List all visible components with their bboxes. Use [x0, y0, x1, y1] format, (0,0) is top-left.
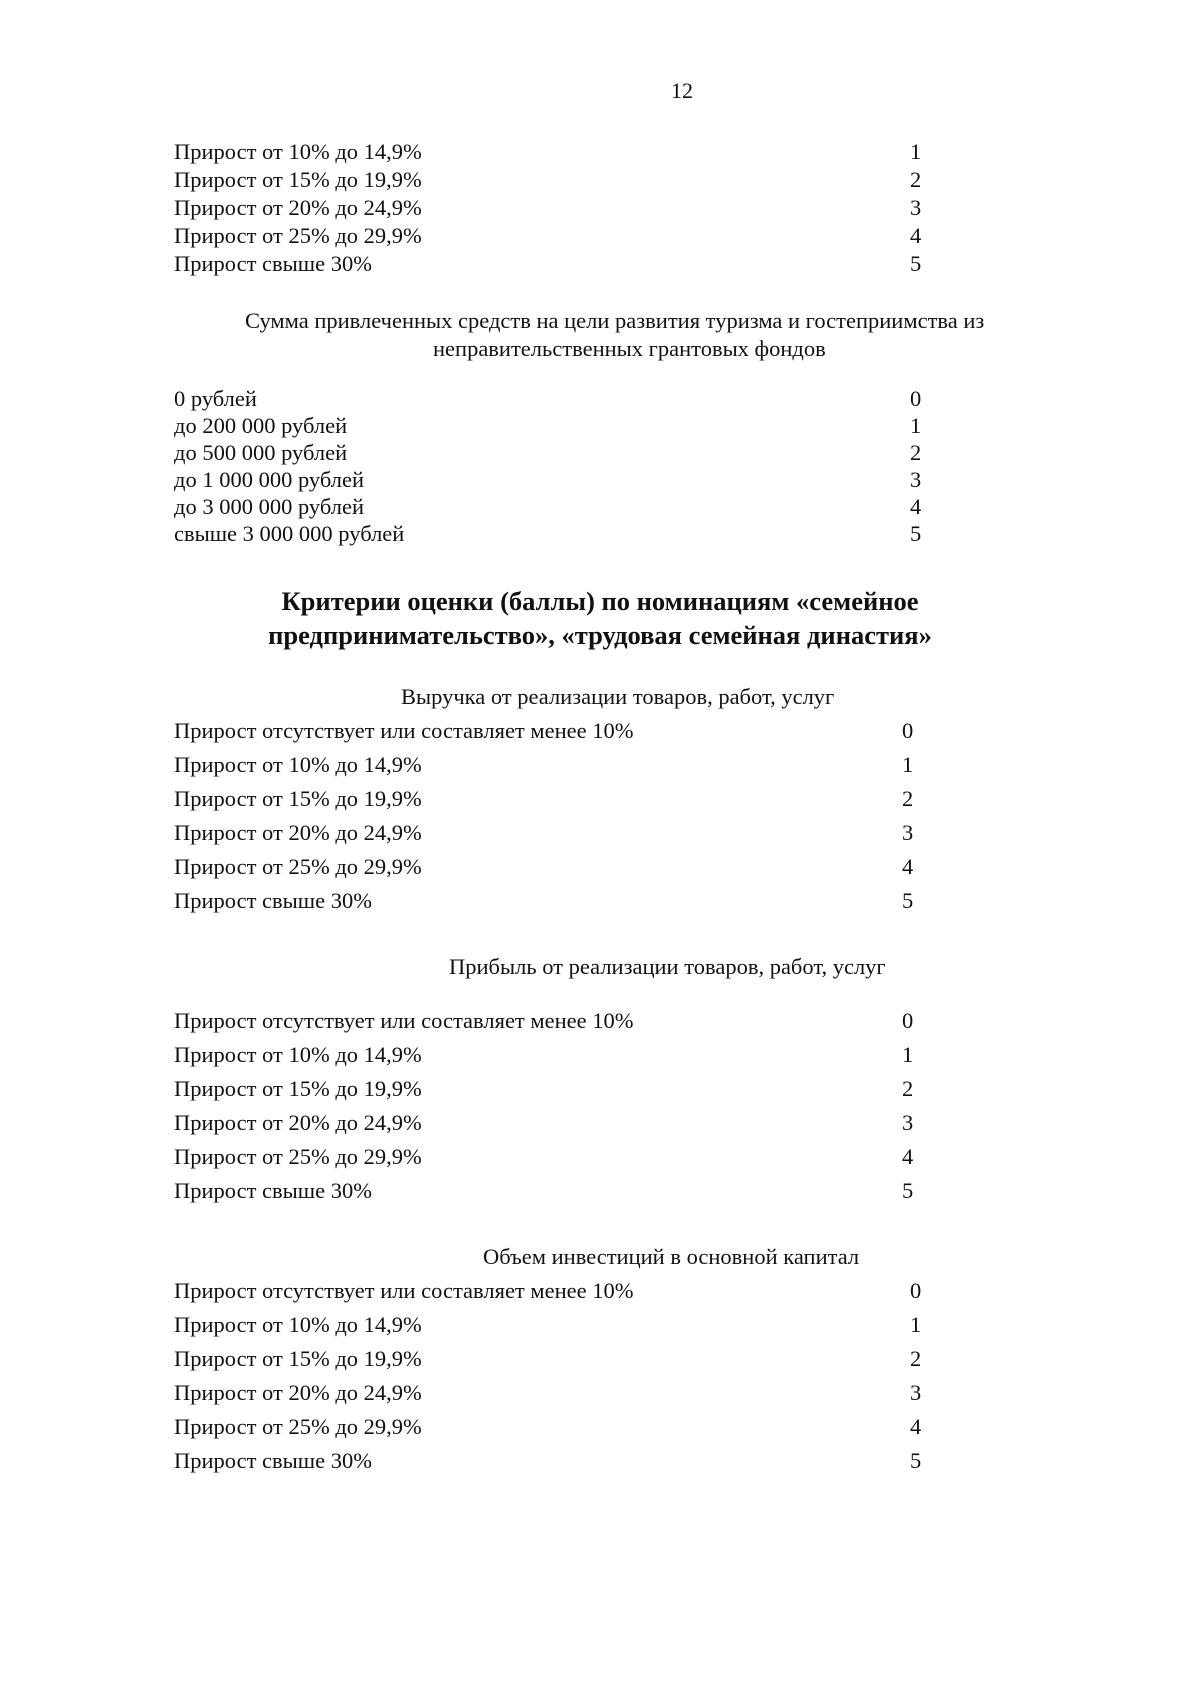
- row-score: 2: [902, 786, 914, 811]
- table-row: [0, 412, 1200, 440]
- row-label: Прирост свыше 30%: [174, 1178, 372, 1203]
- row-score: 3: [910, 195, 922, 220]
- table-row: [0, 1143, 1200, 1171]
- row-label: Прирост от 20% до 24,9%: [174, 1110, 422, 1135]
- table-row: [0, 439, 1200, 467]
- table-row: [0, 1177, 1200, 1205]
- row-score: 5: [910, 251, 922, 276]
- row-score: 0: [910, 386, 922, 411]
- row-score: 5: [910, 1448, 922, 1473]
- row-score: 1: [910, 413, 922, 438]
- row-score: 3: [910, 1380, 922, 1405]
- table-row: [0, 751, 1200, 779]
- row-score: 2: [910, 440, 922, 465]
- section-title: Объем инвестиций в основной капитал: [483, 1244, 860, 1269]
- row-label: Прирост от 15% до 19,9%: [174, 1076, 422, 1101]
- row-label: Прирост отсутствует или составляет менее 10%: [174, 1278, 634, 1303]
- table-row: [0, 853, 1200, 881]
- table-row: [0, 785, 1200, 813]
- row-score: 4: [902, 854, 914, 879]
- row-score: 0: [902, 718, 914, 743]
- row-score: 4: [910, 1414, 922, 1439]
- row-label: до 500 000 рублей: [174, 440, 348, 465]
- table-row: [0, 1007, 1200, 1035]
- row-label: Прирост от 20% до 24,9%: [174, 1380, 422, 1405]
- row-score: 0: [910, 1278, 922, 1303]
- table-row: [0, 385, 1200, 413]
- row-label: Прирост свыше 30%: [174, 251, 372, 276]
- table-row: [0, 717, 1200, 745]
- row-score: 1: [902, 1042, 914, 1067]
- row-label: Прирост от 25% до 29,9%: [174, 1414, 422, 1439]
- row-score: 3: [902, 1110, 914, 1135]
- section-title: Выручка от реализации товаров, работ, услуг: [401, 684, 835, 709]
- table-row: [0, 166, 1200, 194]
- row-label: Прирост от 25% до 29,9%: [174, 223, 422, 248]
- row-score: 5: [902, 888, 914, 913]
- table-row: [0, 520, 1200, 548]
- table-row: [0, 887, 1200, 915]
- table-row: [0, 1041, 1200, 1069]
- table-row: [0, 466, 1200, 494]
- table-row: [0, 1345, 1200, 1373]
- row-label: 0 рублей: [174, 386, 257, 411]
- table-row: [0, 1447, 1200, 1475]
- row-label: свыше 3 000 000 рублей: [174, 521, 405, 546]
- row-label: до 3 000 000 рублей: [174, 494, 364, 519]
- row-score: 5: [902, 1178, 914, 1203]
- table-row: [0, 1109, 1200, 1137]
- row-label: Прирост от 25% до 29,9%: [174, 1144, 422, 1169]
- row-score: 1: [910, 1312, 922, 1337]
- table-row: [0, 819, 1200, 847]
- row-label: Прирост от 10% до 14,9%: [174, 1312, 422, 1337]
- row-score: 1: [902, 752, 914, 777]
- section-title: Прибыль от реализации товаров, работ, услуг: [449, 954, 886, 979]
- page-number: 12: [671, 78, 693, 103]
- row-label: Прирост от 20% до 24,9%: [174, 195, 422, 220]
- table-row: [0, 1311, 1200, 1339]
- section-title: Сумма привлеченных средств на цели развития туризма и гостеприимства из: [245, 308, 985, 333]
- main-heading-line1: Критерии оценки (баллы) по номинациям «семейное: [281, 586, 919, 616]
- row-label: Прирост отсутствует или составляет менее 10%: [174, 718, 634, 743]
- row-label: Прирост свыше 30%: [174, 1448, 372, 1473]
- row-score: 2: [902, 1076, 914, 1101]
- row-score: 1: [910, 139, 922, 164]
- row-label: Прирост от 10% до 14,9%: [174, 1042, 422, 1067]
- table-row: [0, 222, 1200, 250]
- row-score: 0: [902, 1008, 914, 1033]
- row-label: Прирост от 10% до 14,9%: [174, 139, 422, 164]
- row-score: 2: [910, 1346, 922, 1371]
- row-score: 4: [910, 494, 922, 519]
- row-label: Прирост от 15% до 19,9%: [174, 167, 422, 192]
- table-row: [0, 1379, 1200, 1407]
- row-label: Прирост свыше 30%: [174, 888, 372, 913]
- row-label: Прирост от 10% до 14,9%: [174, 752, 422, 777]
- table-row: [0, 194, 1200, 222]
- row-label: Прирост от 15% до 19,9%: [174, 1346, 422, 1371]
- row-label: Прирост от 20% до 24,9%: [174, 820, 422, 845]
- row-score: 3: [910, 467, 922, 492]
- row-label: Прирост отсутствует или составляет менее 10%: [174, 1008, 634, 1033]
- row-label: до 1 000 000 рублей: [174, 467, 364, 492]
- table-row: [0, 1413, 1200, 1441]
- main-heading-line2: предпринимательство», «трудовая семейная династия»: [268, 620, 932, 650]
- row-score: 2: [910, 167, 922, 192]
- table-row: [0, 1277, 1200, 1305]
- row-label: до 200 000 рублей: [174, 413, 348, 438]
- table-row: [0, 138, 1200, 166]
- table-row: [0, 250, 1200, 278]
- row-score: 5: [910, 521, 922, 546]
- table-row: [0, 493, 1200, 521]
- table-row: [0, 1075, 1200, 1103]
- row-label: Прирост от 25% до 29,9%: [174, 854, 422, 879]
- row-score: 4: [910, 223, 922, 248]
- row-score: 3: [902, 820, 914, 845]
- row-label: Прирост от 15% до 19,9%: [174, 786, 422, 811]
- section-title: неправительственных грантовых фондов: [433, 336, 826, 361]
- row-score: 4: [902, 1144, 914, 1169]
